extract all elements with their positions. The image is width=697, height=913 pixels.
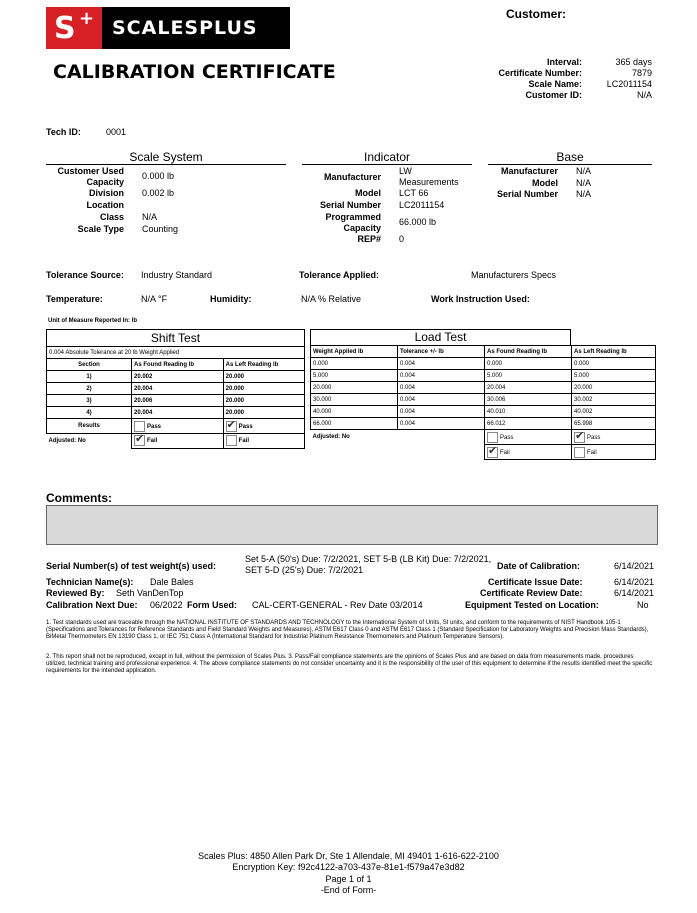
scale-type-value: Counting bbox=[142, 224, 179, 234]
tolerance-applied-value: Manufacturers Specs bbox=[471, 270, 557, 280]
base-manufacturer-value: N/A bbox=[576, 166, 592, 176]
rep-label: REP# bbox=[357, 234, 381, 244]
check-mark-icon: ✔ bbox=[488, 444, 498, 457]
shift-test-title: Shift Test bbox=[47, 330, 305, 347]
certificate-issue-label: Certificate Issue Date: bbox=[488, 577, 583, 587]
humidity-value: N/A % Relative bbox=[301, 294, 362, 304]
equipment-tested-label: Equipment Tested on Location: bbox=[465, 600, 599, 610]
logo-mark bbox=[46, 7, 102, 49]
page-title: CALIBRATION CERTIFICATE bbox=[53, 61, 336, 83]
divider bbox=[302, 164, 472, 165]
field-interval: Interval: 365 days bbox=[546, 57, 652, 67]
shift-test-fail-row bbox=[47, 434, 305, 449]
shift-test-note: 0.004 Absolute Tolerance at 20 lb Weight Applied bbox=[47, 347, 305, 359]
divider bbox=[488, 164, 652, 165]
date-of-calibration-label: Date of Calibration: bbox=[497, 561, 581, 571]
note-1: 1. Test standards used are traceable through the NATIONAL INSTITUTE OF STANDARDS AND TECHNOLOGY to the International System of Units, SI units, and conform to the requirements of NIST Handbook 105-1 (Specifications and Tolerances for Reference Standards and Field Standard Weights and Measures), ASTM E617 Class 0 and ASTM E617 Class 1 (Standard Specification for Laboratory Weights and Precision Mass Standards), BiMetal Thermometers EN 13190 Class 1, or IEC 751 Class A (International Standard for Industrial Platinum Resistance Thermometers and Platinum Temperature Sensors). bbox=[46, 620, 649, 640]
scale-type-label: Scale Type bbox=[77, 224, 124, 234]
table-row: 66.000 0.004 66.012 65.998 bbox=[311, 418, 656, 430]
customer-used-label: Customer Used bbox=[57, 166, 124, 176]
field-scale-name: Scale Name: LC2011154 bbox=[528, 79, 652, 89]
table-row: 0.000 0.004 0.000 0.000 bbox=[311, 358, 656, 370]
base-fields bbox=[488, 166, 652, 206]
table-row: 2) 20.004 20.000 bbox=[47, 383, 305, 395]
load-adjusted: Adjusted: No bbox=[312, 434, 350, 441]
load-as-found-pass-cell: Pass bbox=[485, 430, 572, 445]
as-found-pass-cell: Pass bbox=[132, 419, 224, 434]
indicator-manufacturer-label: Manufacturer bbox=[323, 172, 381, 182]
equipment-tested-value: No bbox=[637, 600, 649, 610]
base-model-label: Model bbox=[532, 178, 558, 188]
shift-test-title-row bbox=[47, 330, 305, 347]
table-row: 4) 20.004 20.000 bbox=[47, 407, 305, 419]
load-test-fail-row bbox=[311, 445, 656, 460]
capacity-value: 0.000 lb bbox=[142, 171, 175, 181]
temperature-label: Temperature: bbox=[46, 294, 103, 304]
check-mark-icon: ✔ bbox=[135, 433, 145, 446]
programmed-capacity-label: Capacity bbox=[343, 223, 381, 233]
division-label: Division bbox=[88, 188, 124, 198]
divider bbox=[46, 164, 286, 165]
as-left-pass-cell: ✔ Pass bbox=[223, 419, 304, 434]
tech-id-value: 0001 bbox=[106, 127, 127, 137]
technician-name-value: Dale Bales bbox=[150, 577, 194, 587]
as-left-fail-cell: Fail bbox=[223, 434, 304, 449]
indicator-serial-label: Serial Number bbox=[319, 200, 381, 210]
shift-test-table bbox=[46, 329, 305, 449]
base-serial-value: N/A bbox=[576, 189, 592, 199]
division-value: 0.002 lb bbox=[142, 188, 175, 198]
programmed-label: Programmed bbox=[325, 212, 381, 222]
footer-address: Scales Plus: 4850 Allen Park Dr, Ste 1 Allendale, MI 49401 1-616-622-2100 bbox=[198, 851, 499, 861]
tolerance-source-value: Industry Standard bbox=[141, 270, 213, 280]
check-mark-icon: ✔ bbox=[575, 429, 585, 442]
header-fields bbox=[472, 57, 652, 101]
load-as-found-fail-checkbox[interactable] bbox=[487, 444, 498, 458]
logo-text: SCALESPLUS bbox=[112, 17, 258, 39]
as-left-fail-checkbox[interactable] bbox=[226, 435, 237, 446]
customer-label: Customer: bbox=[506, 7, 567, 21]
field-certificate-number: Certificate Number: 7879 bbox=[498, 68, 652, 78]
certificate-review-value: 6/14/2021 bbox=[614, 588, 655, 598]
load-as-found-pass-checkbox[interactable] bbox=[487, 432, 498, 443]
as-found-fail-checkbox[interactable] bbox=[134, 435, 145, 446]
certificate-issue-value: 6/14/2021 bbox=[614, 577, 655, 587]
as-found-fail-cell: ✔ Fail bbox=[132, 434, 224, 449]
indicator-manufacturer-value-1: LW bbox=[399, 166, 412, 176]
comments-box bbox=[46, 505, 658, 545]
footer-encryption: Encryption Key: f92c4122-a703-437e-81e1-f579a47e3d82 bbox=[232, 862, 465, 872]
work-instruction-label: Work Instruction Used: bbox=[431, 294, 530, 304]
serial-weights-label: Serial Number(s) of test weight(s) used: bbox=[46, 561, 217, 571]
load-as-left-pass-cell: ✔ Pass bbox=[572, 430, 656, 445]
base-model-value: N/A bbox=[576, 178, 592, 188]
tolerance-applied-label: Tolerance Applied: bbox=[299, 270, 380, 280]
load-test-title: Load Test bbox=[310, 329, 571, 345]
table-row: 5.000 0.004 5.000 5.000 bbox=[311, 370, 656, 382]
shift-test-note-row bbox=[47, 347, 305, 359]
reviewed-by-value: Seth VanDenTop bbox=[116, 588, 184, 598]
certificate-review-label: Certificate Review Date: bbox=[480, 588, 583, 598]
logo-mark-letter: S bbox=[54, 11, 76, 46]
company-logo bbox=[46, 7, 290, 49]
load-test-pass-row bbox=[311, 430, 656, 445]
rep-value: 0 bbox=[399, 234, 405, 244]
tech-id-label: Tech ID: bbox=[46, 127, 81, 137]
serial-weights-line2: SET 5-D (25's) Due: 7/2/2021 bbox=[245, 565, 364, 575]
next-due-label: Calibration Next Due: bbox=[46, 600, 138, 610]
serial-weights-line1: Set 5-A (50's) Due: 7/2/2021, SET 5-B (LB Kit) Due: 7/2/2021, bbox=[245, 554, 492, 564]
tolerance-source-label: Tolerance Source: bbox=[46, 270, 124, 280]
humidity-label: Humidity: bbox=[210, 294, 252, 304]
indicator-model-label: Model bbox=[355, 188, 381, 198]
logo-mark-plus: + bbox=[79, 8, 95, 29]
load-as-left-fail-checkbox[interactable] bbox=[574, 447, 585, 458]
table-row: 1) 20.002 20.000 bbox=[47, 371, 305, 383]
as-found-pass-checkbox[interactable] bbox=[134, 421, 145, 432]
table-row: 20.000 0.004 20.004 20.000 bbox=[311, 382, 656, 394]
shift-test-header-row: Section As Found Reading lb As Left Reading lb bbox=[47, 359, 305, 371]
results-label: Results bbox=[47, 419, 132, 434]
shift-adjusted: Adjusted: No bbox=[48, 438, 86, 444]
unit-of-measure: Unit of Measure Reported In: lb bbox=[48, 318, 138, 324]
comments-label: Comments: bbox=[46, 491, 113, 505]
footer-end: -End of Form- bbox=[320, 885, 377, 895]
note-2: 2. This report shall not be reproduced, except in full, without the permission of Scales Plus. 3. Pass/Fail compliance statements are the opinions of Scales Plus and are based on data from measurements made, procedures utilized, technical training and professional experience. 4. The above compliance statements do not consider uncertainty and it is the responsibility of the user of this equipment to determine if the results identified meet the specific requirements for the intended application. bbox=[46, 654, 653, 674]
load-as-left-pass-checkbox[interactable] bbox=[574, 429, 585, 443]
class-label: Class bbox=[99, 212, 124, 222]
base-serial-label: Serial Number bbox=[496, 189, 558, 199]
shift-test-results-row bbox=[47, 419, 305, 434]
temperature-value: N/A °F bbox=[141, 294, 168, 304]
location-label: Location bbox=[86, 200, 124, 210]
load-as-found-fail-cell: ✔ Fail bbox=[485, 445, 572, 460]
load-as-left-fail-cell: Fail bbox=[572, 445, 656, 460]
check-mark-icon: ✔ bbox=[226, 418, 236, 431]
as-left-pass-checkbox[interactable] bbox=[226, 418, 237, 432]
base-manufacturer-label: Manufacturer bbox=[500, 166, 558, 176]
field-customer-id: Customer ID: N/A bbox=[525, 90, 652, 100]
base-title: Base bbox=[556, 150, 584, 164]
next-due-value: 06/2022 bbox=[150, 600, 183, 610]
indicator-manufacturer-value-2: Measurements bbox=[399, 177, 459, 187]
date-of-calibration-value: 6/14/2021 bbox=[614, 561, 655, 571]
footer-page-number: Page 1 of 1 bbox=[325, 874, 372, 884]
reviewed-by-label: Reviewed By: bbox=[46, 588, 105, 598]
class-value: N/A bbox=[142, 212, 158, 222]
load-test-header-row: Weight Applied lb Tolerance +/- lb As Found Reading lb As Left Reading lb bbox=[311, 346, 656, 358]
indicator-serial-value: LC2011154 bbox=[399, 200, 445, 210]
technician-name-label: Technician Name(s): bbox=[46, 577, 134, 587]
form-used-value: CAL-CERT-GENERAL - Rev Date 03/2014 bbox=[252, 600, 423, 610]
indicator-fields bbox=[302, 166, 472, 246]
programmed-capacity-value: 66.000 lb bbox=[399, 217, 437, 227]
table-row: 40.000 0.004 40.010 40.002 bbox=[311, 406, 656, 418]
indicator-title: Indicator bbox=[363, 150, 411, 164]
capacity-label: Capacity bbox=[86, 177, 124, 187]
table-row: 30.000 0.004 30.006 30.002 bbox=[311, 394, 656, 406]
form-used-label: Form Used: bbox=[187, 600, 238, 610]
table-row: 3) 20.006 20.000 bbox=[47, 395, 305, 407]
indicator-model-value: LCT 66 bbox=[399, 188, 429, 198]
load-test-table bbox=[310, 345, 656, 460]
scale-system-title: Scale System bbox=[129, 150, 203, 164]
